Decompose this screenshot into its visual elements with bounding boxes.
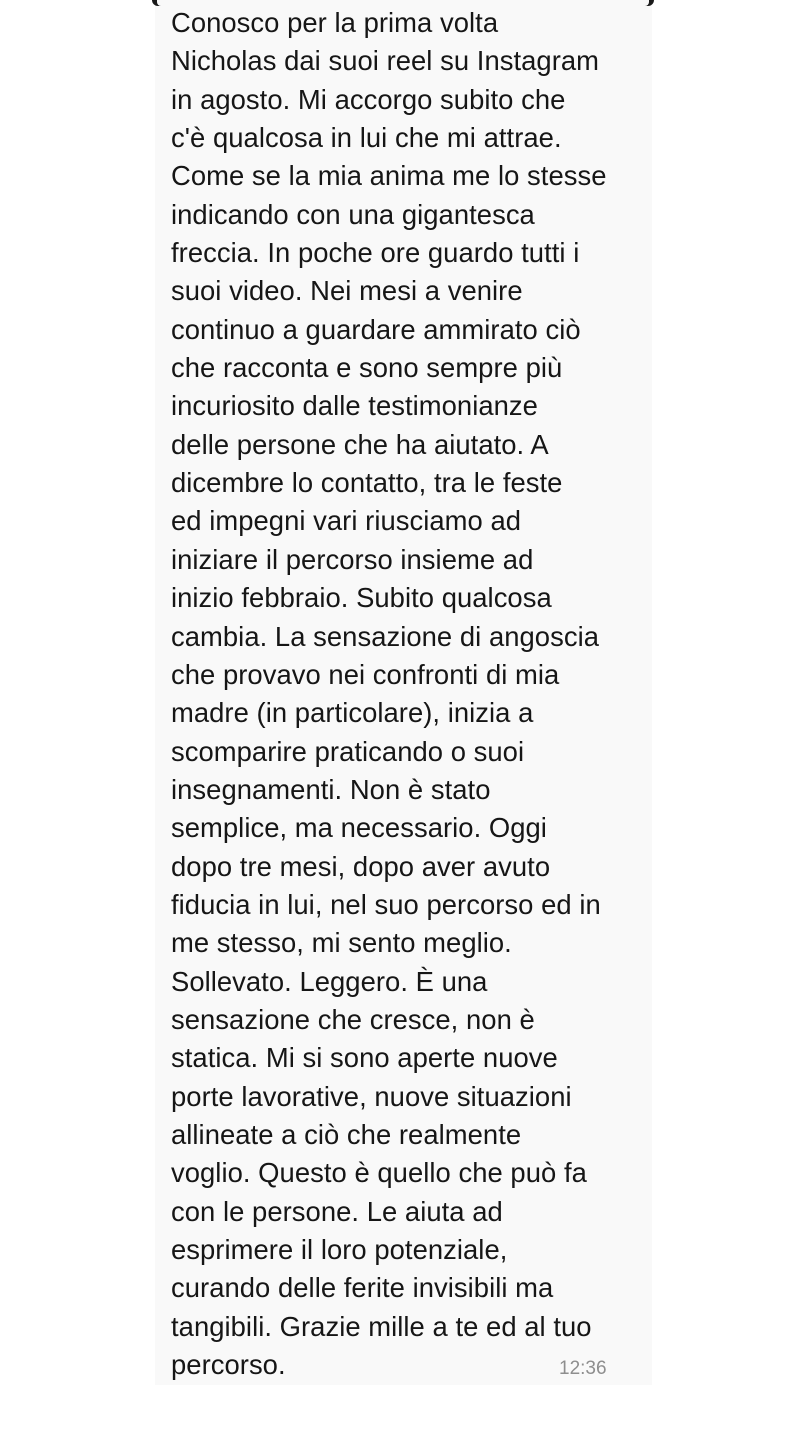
message-line: fiducia in lui, nel suo percorso ed in xyxy=(171,888,601,920)
message-line: statica. Mi si sono aperte nuove xyxy=(171,1042,558,1074)
message-line: iniziare il percorso insieme ad xyxy=(171,543,534,575)
message-line: tangibili. Grazie mille a te ed al tuo xyxy=(171,1310,592,1342)
message-line: cambia. La sensazione di angoscia xyxy=(171,620,599,652)
message-line: dicembre lo contatto, tra le feste xyxy=(171,467,563,499)
message-line: che provavo nei confronti di mia xyxy=(171,658,560,690)
message-line: sensazione che cresce, non è xyxy=(171,1003,535,1035)
message-line: delle persone che ha aiutato. A xyxy=(171,428,549,460)
message-line: in agosto. Mi accorgo subito che xyxy=(171,83,566,115)
message-line: dopo tre mesi, dopo aver avuto xyxy=(171,850,551,882)
message-line: freccia. In poche ore guardo tutti i xyxy=(171,237,580,269)
message-line: suoi video. Nei mesi a venire xyxy=(171,275,523,307)
message-line: insegnamenti. Non è stato xyxy=(171,773,491,805)
message-line: porte lavorative, nuove situazioni xyxy=(171,1080,572,1112)
message-line: incuriosito dalle testimonianze xyxy=(171,390,538,422)
message-line: c'è qualcosa in lui che mi attrae. xyxy=(171,122,562,154)
message-line: curando delle ferite invisibili ma xyxy=(171,1272,554,1304)
message-timestamp: 12:36 xyxy=(559,1358,607,1379)
message-line: semplice, ma necessario. Oggi xyxy=(171,812,547,844)
message-line: Nicholas dai suoi reel su Instagram xyxy=(171,45,600,77)
message-line: continuo a guardare ammirato ciò xyxy=(171,313,581,345)
message-line: con le persone. Le aiuta ad xyxy=(171,1195,503,1227)
message-line: voglio. Questo è quello che può fa xyxy=(171,1157,587,1189)
message-line: ed impegni vari riusciamo ad xyxy=(171,505,522,537)
message-line: allineate a ciò che realmente xyxy=(171,1118,522,1150)
message-line: percorso. xyxy=(171,1349,286,1381)
message-line: scomparire praticando o suoi xyxy=(171,735,525,767)
message-line: che racconta e sono sempre più xyxy=(171,352,563,384)
message-line: Sollevato. Leggero. È una xyxy=(171,965,488,997)
message-line: inizio febbraio. Subito qualcosa xyxy=(171,582,552,614)
message-line: madre (in particolare), inizia a xyxy=(171,697,534,729)
message-text xyxy=(171,4,651,1384)
message-line: Conosco per la prima volta xyxy=(171,7,499,38)
message-line: esprimere il loro potenziale, xyxy=(171,1234,508,1265)
message-line: Come se la mia anima me lo stesse xyxy=(171,160,607,192)
message-line: indicando con una gigantesca xyxy=(171,198,535,230)
message-line: me stesso, mi sento meglio. xyxy=(171,927,512,959)
